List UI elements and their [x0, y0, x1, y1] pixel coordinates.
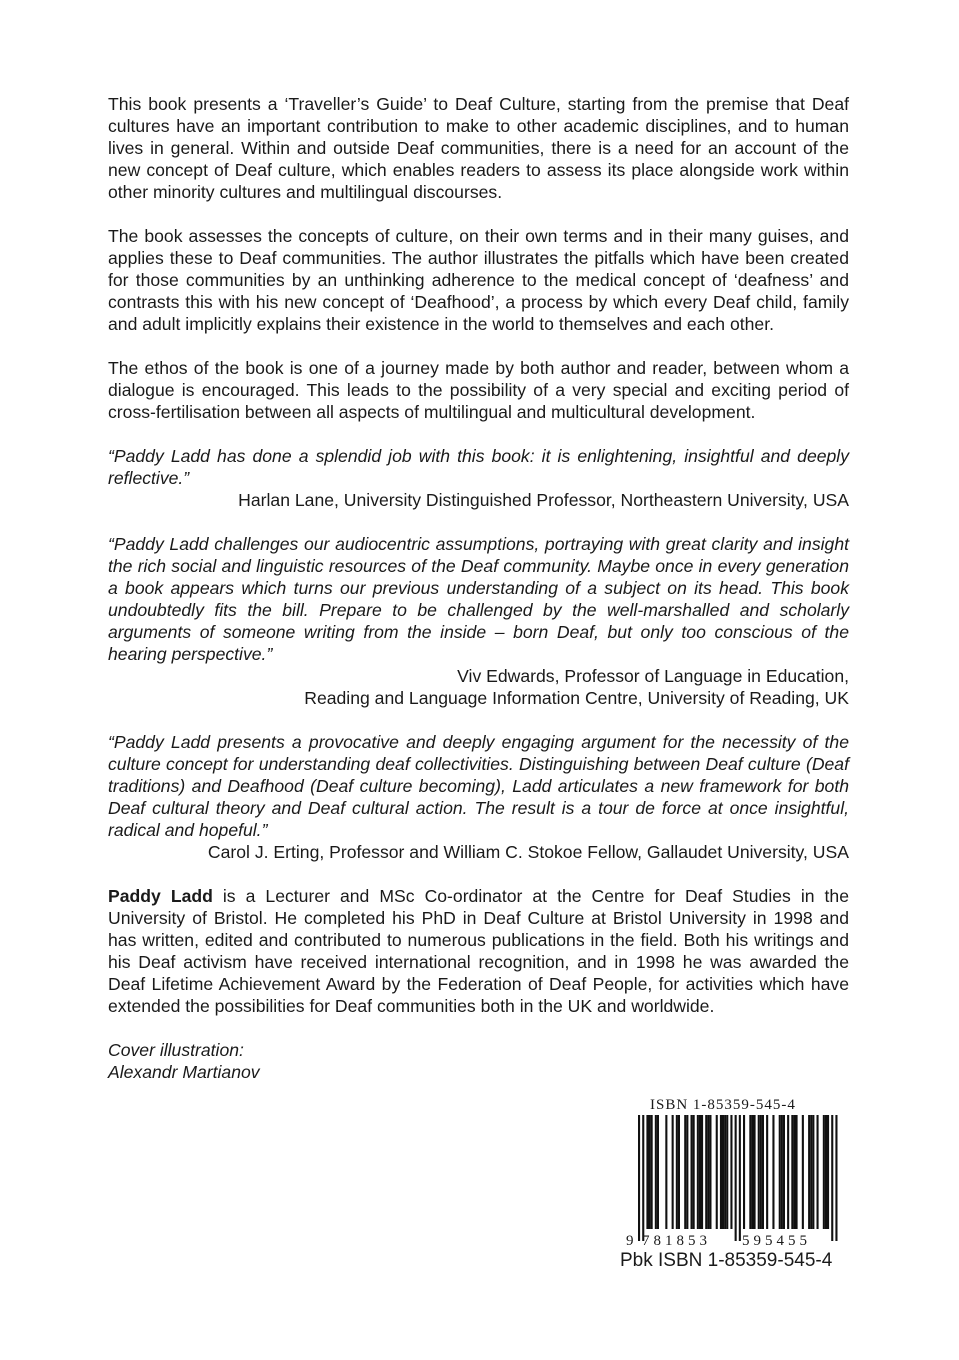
quote-text: “Paddy Ladd presents a provocative and deeply engaging argument for the necessity of the culture concept for understanding deaf collectivities. Distinguishing between Deaf culture (Deaf traditions) and Deafhood (Deaf culture becoming), Ladd articulates a new framework for both Deaf cultural theory and Deaf cultural action. The result is a tour de force at once insightful, radical and hopeful.” — [108, 732, 849, 840]
author-bio — [108, 885, 849, 1017]
ean-right-digits: 595455 — [742, 1233, 811, 1249]
barcode-bar — [802, 1115, 804, 1229]
barcode-graphic — [626, 1115, 854, 1255]
attribution-line: Reading and Language Information Centre, University of Reading, UK — [304, 688, 849, 708]
barcode-guard-bar — [835, 1115, 837, 1241]
quote-attribution — [108, 841, 849, 863]
barcode-bar — [783, 1115, 785, 1229]
barcode-bar — [686, 1115, 688, 1229]
barcode-guard-bar — [739, 1115, 741, 1241]
barcode-bar — [701, 1115, 703, 1229]
barcode-bar — [722, 1115, 724, 1229]
barcode-bar — [646, 1115, 648, 1229]
review-quote-2 — [108, 533, 849, 709]
barcode-bar — [657, 1115, 659, 1229]
barcode-bar — [716, 1115, 718, 1229]
barcode-bar — [730, 1115, 732, 1229]
attribution-line: Viv Edwards, Professor of Language in Education, — [457, 666, 849, 686]
barcode-bar — [699, 1115, 701, 1229]
description-paragraph-2: The book assesses the concepts of culture, on their own terms and in their many guises, and applies these to Deaf communities. The author illustrates the pitfalls which have been created for those communities by an unthinking adherence to the medical concept of ‘deafness’ and contrasts this with his new concept of ‘Deafhood’, a process by which every Deaf child, family and adult implicitly explains their existence in the world to themselves and each other. — [108, 226, 849, 334]
barcode-bar — [781, 1115, 783, 1229]
barcode-bar — [705, 1115, 707, 1229]
cover-credit-label: Cover illustration: — [108, 1040, 244, 1060]
ean-left-digits: 781853 — [642, 1233, 711, 1249]
description-paragraph-1: This book presents a ‘Traveller’s Guide’ to Deaf Culture, starting from the premise that Deaf cultures have an important contribution to make to other academic disciplines, and to human lives in general. Within and outside Deaf communities, there is a need for an account of the new concept of Deaf culture, which enables readers to assess its place alongside work within other minority cultures and multilingual discourses. — [108, 94, 849, 202]
barcode-bar — [678, 1115, 680, 1229]
review-quote-3 — [108, 731, 849, 863]
barcode-bar — [676, 1115, 678, 1229]
barcode-bar — [766, 1115, 768, 1229]
barcode-bar — [825, 1115, 827, 1229]
ean-first-digit: 9 — [626, 1233, 634, 1249]
barcode-bar — [812, 1115, 814, 1229]
quote-attribution — [108, 665, 849, 709]
barcode-bar — [827, 1115, 829, 1229]
barcode-bar — [665, 1115, 667, 1229]
barcode-bar — [672, 1115, 674, 1229]
barcode-bar — [787, 1115, 789, 1229]
barcode-bar — [724, 1115, 726, 1229]
barcode-bar — [655, 1115, 657, 1229]
barcode-bar — [726, 1115, 728, 1229]
barcode-bar — [697, 1115, 699, 1229]
barcode-bar — [810, 1115, 812, 1229]
quote-text: “Paddy Ladd has done a splendid job with this book: it is enlightening, insightful and deeply reflective.” — [108, 446, 849, 488]
barcode-bar — [758, 1115, 760, 1229]
barcode-bar — [817, 1115, 819, 1229]
barcode-bar — [749, 1115, 751, 1229]
barcode-bar — [754, 1115, 756, 1229]
barcode-bar — [709, 1115, 711, 1229]
barcode-guard-bar — [735, 1115, 737, 1241]
barcode-bar — [684, 1115, 686, 1229]
barcode-bar — [796, 1115, 798, 1229]
back-cover-text — [108, 93, 849, 1083]
author-bio-text: is a Lecturer and MSc Co-ordinator at the Centre for Deaf Studies in the University of Bristol. He completed his PhD in Deaf Culture at Bristol University in 1998 and has written, edited and contributed to numerous publications in the field. Both his writings and his Deaf activism have received international recognition, and in 1998 he was awarded the Deaf Lifetime Achievement Award by the Federation of Deaf People, for activities which have extended the possibilities for Deaf communities both in the UK and worldwide. — [108, 886, 850, 1016]
author-name: Paddy Ladd — [108, 886, 213, 906]
barcode-bar — [791, 1115, 793, 1229]
barcode-bar — [760, 1115, 762, 1229]
barcode-bar — [651, 1115, 653, 1229]
review-quote-1 — [108, 445, 849, 511]
barcode-bars — [638, 1115, 838, 1241]
barcode-bar — [793, 1115, 795, 1229]
attribution-line: Carol J. Erting, Professor and William C. Stokoe Fellow, Gallaudet University, USA — [207, 842, 849, 862]
barcode-guard-bar — [638, 1115, 640, 1241]
quote-attribution — [108, 489, 849, 511]
barcode-bar — [823, 1115, 825, 1229]
barcode-bar — [772, 1115, 774, 1229]
barcode-guard-bar — [642, 1115, 644, 1241]
pbk-isbn-label: Pbk ISBN 1-85359-545-4 — [620, 1250, 833, 1271]
barcode-bar — [649, 1115, 651, 1229]
barcode-bar — [693, 1115, 695, 1229]
cover-credit-name: Alexandr Martianov — [108, 1062, 260, 1082]
cover-credit — [108, 1039, 849, 1083]
barcode-bar — [707, 1115, 709, 1229]
isbn-top-label: ISBN 1-85359-545-4 — [650, 1097, 796, 1113]
barcode-bar — [762, 1115, 764, 1229]
barcode-bar — [720, 1115, 722, 1229]
barcode-guard-bar — [831, 1115, 833, 1241]
description-paragraph-3: The ethos of the book is one of a journey made by both author and reader, between whom a dialogue is encouraged. This leads to the possibility of a very special and exciting period of cross-fertilisation between all aspects of multilingual and multicultural development. — [108, 358, 849, 422]
quote-text: “Paddy Ladd challenges our audiocentric assumptions, portraying with great clarity and insight the rich social and linguistic resources of the Deaf community. Maybe once in every generation a book appears which turns our previous understanding of a subject on its head. This book undoubtedly fits the bill. Prepare to be challenged by the well-marshalled and scholarly arguments of someone writing from the inside – born Deaf, but only too conscious of the hearing perspective.” — [108, 534, 849, 664]
barcode-bar — [751, 1115, 753, 1229]
barcode-bar — [691, 1115, 693, 1229]
attribution-line: Harlan Lane, University Distinguished Professor, Northeastern University, USA — [238, 490, 849, 510]
barcode-bar — [808, 1115, 810, 1229]
barcode-bar — [743, 1115, 745, 1229]
barcode-bar — [779, 1115, 781, 1229]
